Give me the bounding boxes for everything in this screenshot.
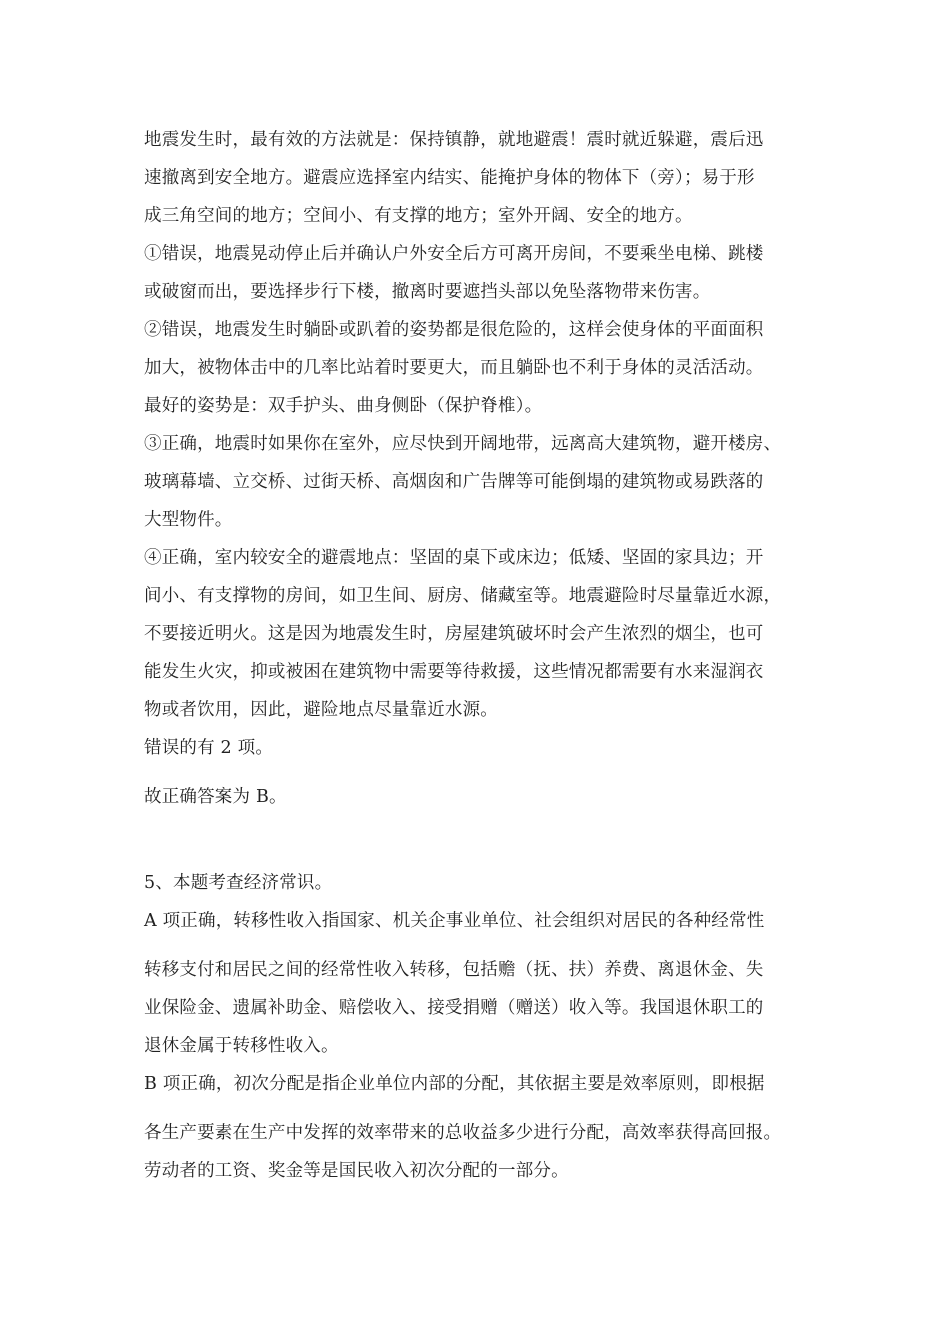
text-line: 能发生火灾，抑或被困在建筑物中需要等待救援，这些情况都需要有水来湿润衣 <box>144 662 764 682</box>
text-line: 退休金属于转移性收入。 <box>144 1036 339 1056</box>
text-line: ③正确，地震时如果你在室外，应尽快到开阔地带，远离高大建筑物，避开楼房、 <box>144 434 782 454</box>
text-line: 间小、有支撑物的房间，如卫生间、厨房、储藏室等。地震避险时尽量靠近水源， <box>144 586 782 606</box>
text-line: 速撤离到安全地方。避震应选择室内结实、能掩护身体的物体下（旁）；易于形 <box>144 168 755 188</box>
text-line: ①错误，地震晃动停止后并确认户外安全后方可离开房间，不要乘坐电梯、跳楼 <box>144 244 764 264</box>
text-line: 业保险金、遗属补助金、赔偿收入、接受捐赠（赠送）收入等。我国退休职工的 <box>144 998 764 1018</box>
text-line: A 项正确，转移性收入指国家、机关企事业单位、社会组织对居民的各种经常性 <box>144 911 765 931</box>
text-line: 不要接近明火。这是因为地震发生时，房屋建筑破坏时会产生浓烈的烟尘，也可 <box>144 624 764 644</box>
text-line: 物或者饮用，因此，避险地点尽量靠近水源。 <box>144 700 498 720</box>
text-line: 成三角空间的地方；空间小、有支撑的地方；室外开阔、安全的地方。 <box>144 206 693 226</box>
text-line: 故正确答案为 B。 <box>144 787 287 807</box>
text-line: 劳动者的工资、奖金等是国民收入初次分配的一部分。 <box>144 1161 569 1181</box>
text-line: 最好的姿势是：双手护头、曲身侧卧（保护脊椎）。 <box>144 396 543 416</box>
text-line: 大型物件。 <box>144 510 233 530</box>
text-line: B 项正确，初次分配是指企业单位内部的分配，其依据主要是效率原则，即根据 <box>144 1074 765 1094</box>
text-line: 加大，被物体击中的几率比站着时要更大，而且躺卧也不利于身体的灵活活动。 <box>144 358 764 378</box>
text-line: 转移支付和居民之间的经常性收入转移，包括赡（抚、扶）养费、离退休金、失 <box>144 960 764 980</box>
text-line: 或破窗而出，要选择步行下楼，撤离时要遮挡头部以免坠落物带来伤害。 <box>144 282 711 302</box>
text-line: 地震发生时，最有效的方法就是：保持镇静，就地避震！震时就近躲避，震后迅 <box>144 130 764 150</box>
text-line: ④正确，室内较安全的避震地点：坚固的桌下或床边；低矮、坚固的家具边；开 <box>144 548 764 568</box>
text-line: 各生产要素在生产中发挥的效率带来的总收益多少进行分配，高效率获得高回报。 <box>144 1123 782 1143</box>
text-line: 玻璃幕墙、立交桥、过街天桥、高烟囱和广告牌等可能倒塌的建筑物或易跌落的 <box>144 472 764 492</box>
text-line: 5、本题考查经济常识。 <box>144 873 333 893</box>
text-line: 错误的有 2 项。 <box>144 738 274 758</box>
text-line: ②错误，地震发生时躺卧或趴着的姿势都是很危险的，这样会使身体的平面面积 <box>144 320 764 340</box>
